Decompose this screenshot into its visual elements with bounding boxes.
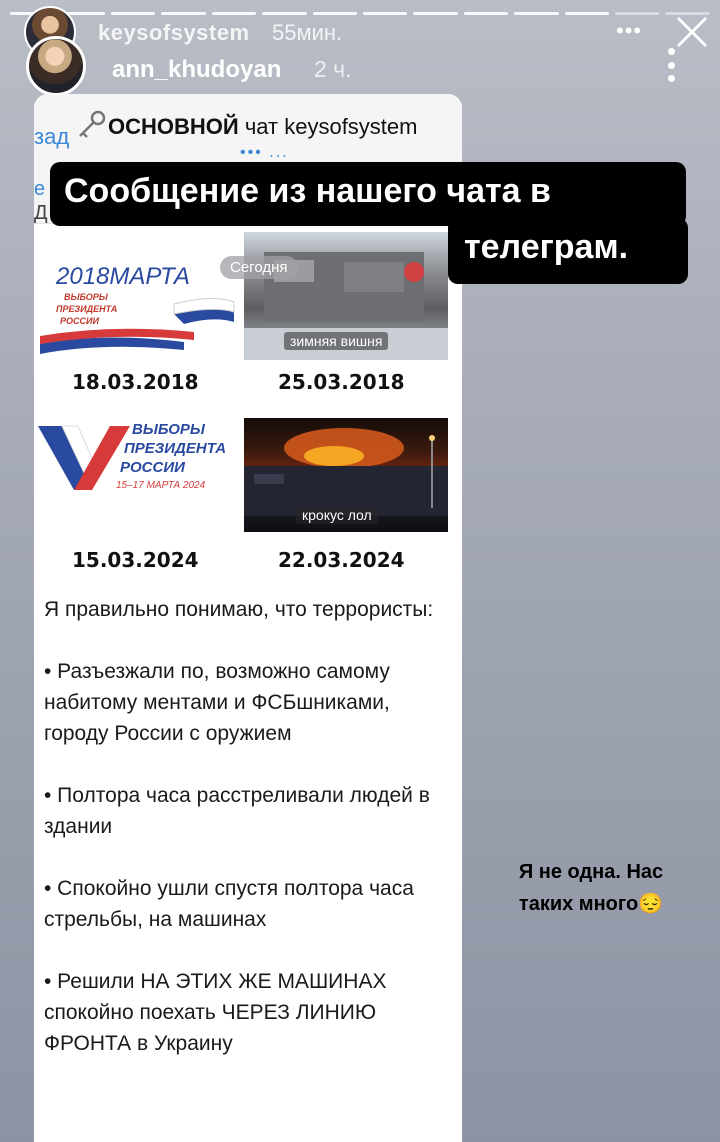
message-bullet: • Спокойно ушли спустя полтора часа стрельбы, на машинах [44,877,414,931]
progress-segment [615,12,659,15]
story-progress-bar [10,12,710,15]
outer-timestamp: 55мин. [272,20,343,45]
more-options-icon[interactable]: ••• [616,18,643,43]
svg-text:ВЫБОРЫ: ВЫБОРЫ [64,292,108,302]
cropped-text: Д [34,202,48,224]
svg-text:РОССИИ: РОССИИ [120,459,185,476]
progress-segment [212,12,256,15]
close-icon[interactable] [672,12,712,52]
svg-text:ПРЕЗИДЕНТА: ПРЕЗИДЕНТА [56,304,118,314]
date-label: 18.03.2018 [72,370,199,394]
image-caption: зимняя вишня [284,332,388,350]
date-label: 15.03.2024 [72,548,199,572]
progress-segment [464,12,508,15]
image-caption: крокус лол [296,506,378,524]
progress-segment [161,12,205,15]
message-text [44,594,448,1090]
date-label: 25.03.2018 [278,370,405,394]
crocus-image [244,418,448,532]
outer-username[interactable]: keysofsystem [98,20,250,45]
progress-segment [262,12,306,15]
message-bullet: • Полтора часа расстреливали людей в здании [44,784,430,838]
progress-segment [111,12,155,15]
progress-segment [413,12,457,15]
progress-segment [313,12,357,15]
svg-text:ПРЕЗИДЕНТА: ПРЕЗИДЕНТА [124,440,227,457]
svg-text:РОССИИ: РОССИИ [60,316,99,326]
progress-segment [363,12,407,15]
banner-line-2: телеграм. [464,228,629,266]
story-side-caption: Я не одна. Нас таких много😔 [518,861,664,915]
message-intro: Я правильно понимаю, что террористы: [44,598,434,621]
progress-segment [514,12,558,15]
typing-indicator: ••• ... [240,144,289,161]
inner-username[interactable]: ann_khudoyan [112,56,282,83]
message-bullet: • Разъезжали по, возможно самому набитому ментами и ФСБшниками, городу России с оружием [44,660,390,745]
message-bullet: • Решили НА ЭТИХ ЖЕ МАШИНАХ спокойно поехать ЧЕРЕЗ ЛИНИЮ ФРОНТА в Украину [44,970,387,1055]
progress-segment [565,12,609,15]
svg-text:ВЫБОРЫ: ВЫБОРЫ [132,421,205,438]
date-pill: Сегодня [220,256,298,279]
cropped-text: е [34,178,46,200]
banner-line-1: Сообщение из нашего чата в [64,172,551,210]
back-label[interactable]: зад [34,124,70,149]
vertical-more-icon[interactable] [668,48,676,82]
caption-banner [50,162,690,286]
key-icon [74,108,108,142]
date-label: 22.03.2024 [278,548,405,572]
svg-text:15–17 МАРТА 2024: 15–17 МАРТА 2024 [116,480,206,491]
inner-avatar[interactable] [26,36,86,96]
election-2024-image [34,398,238,538]
inner-timestamp: 2 ч. [314,56,352,82]
chat-title: ОСНОВНОЙ чат keysofsystem [108,114,418,139]
svg-text:2018МАРТА: 2018МАРТА [56,263,190,290]
